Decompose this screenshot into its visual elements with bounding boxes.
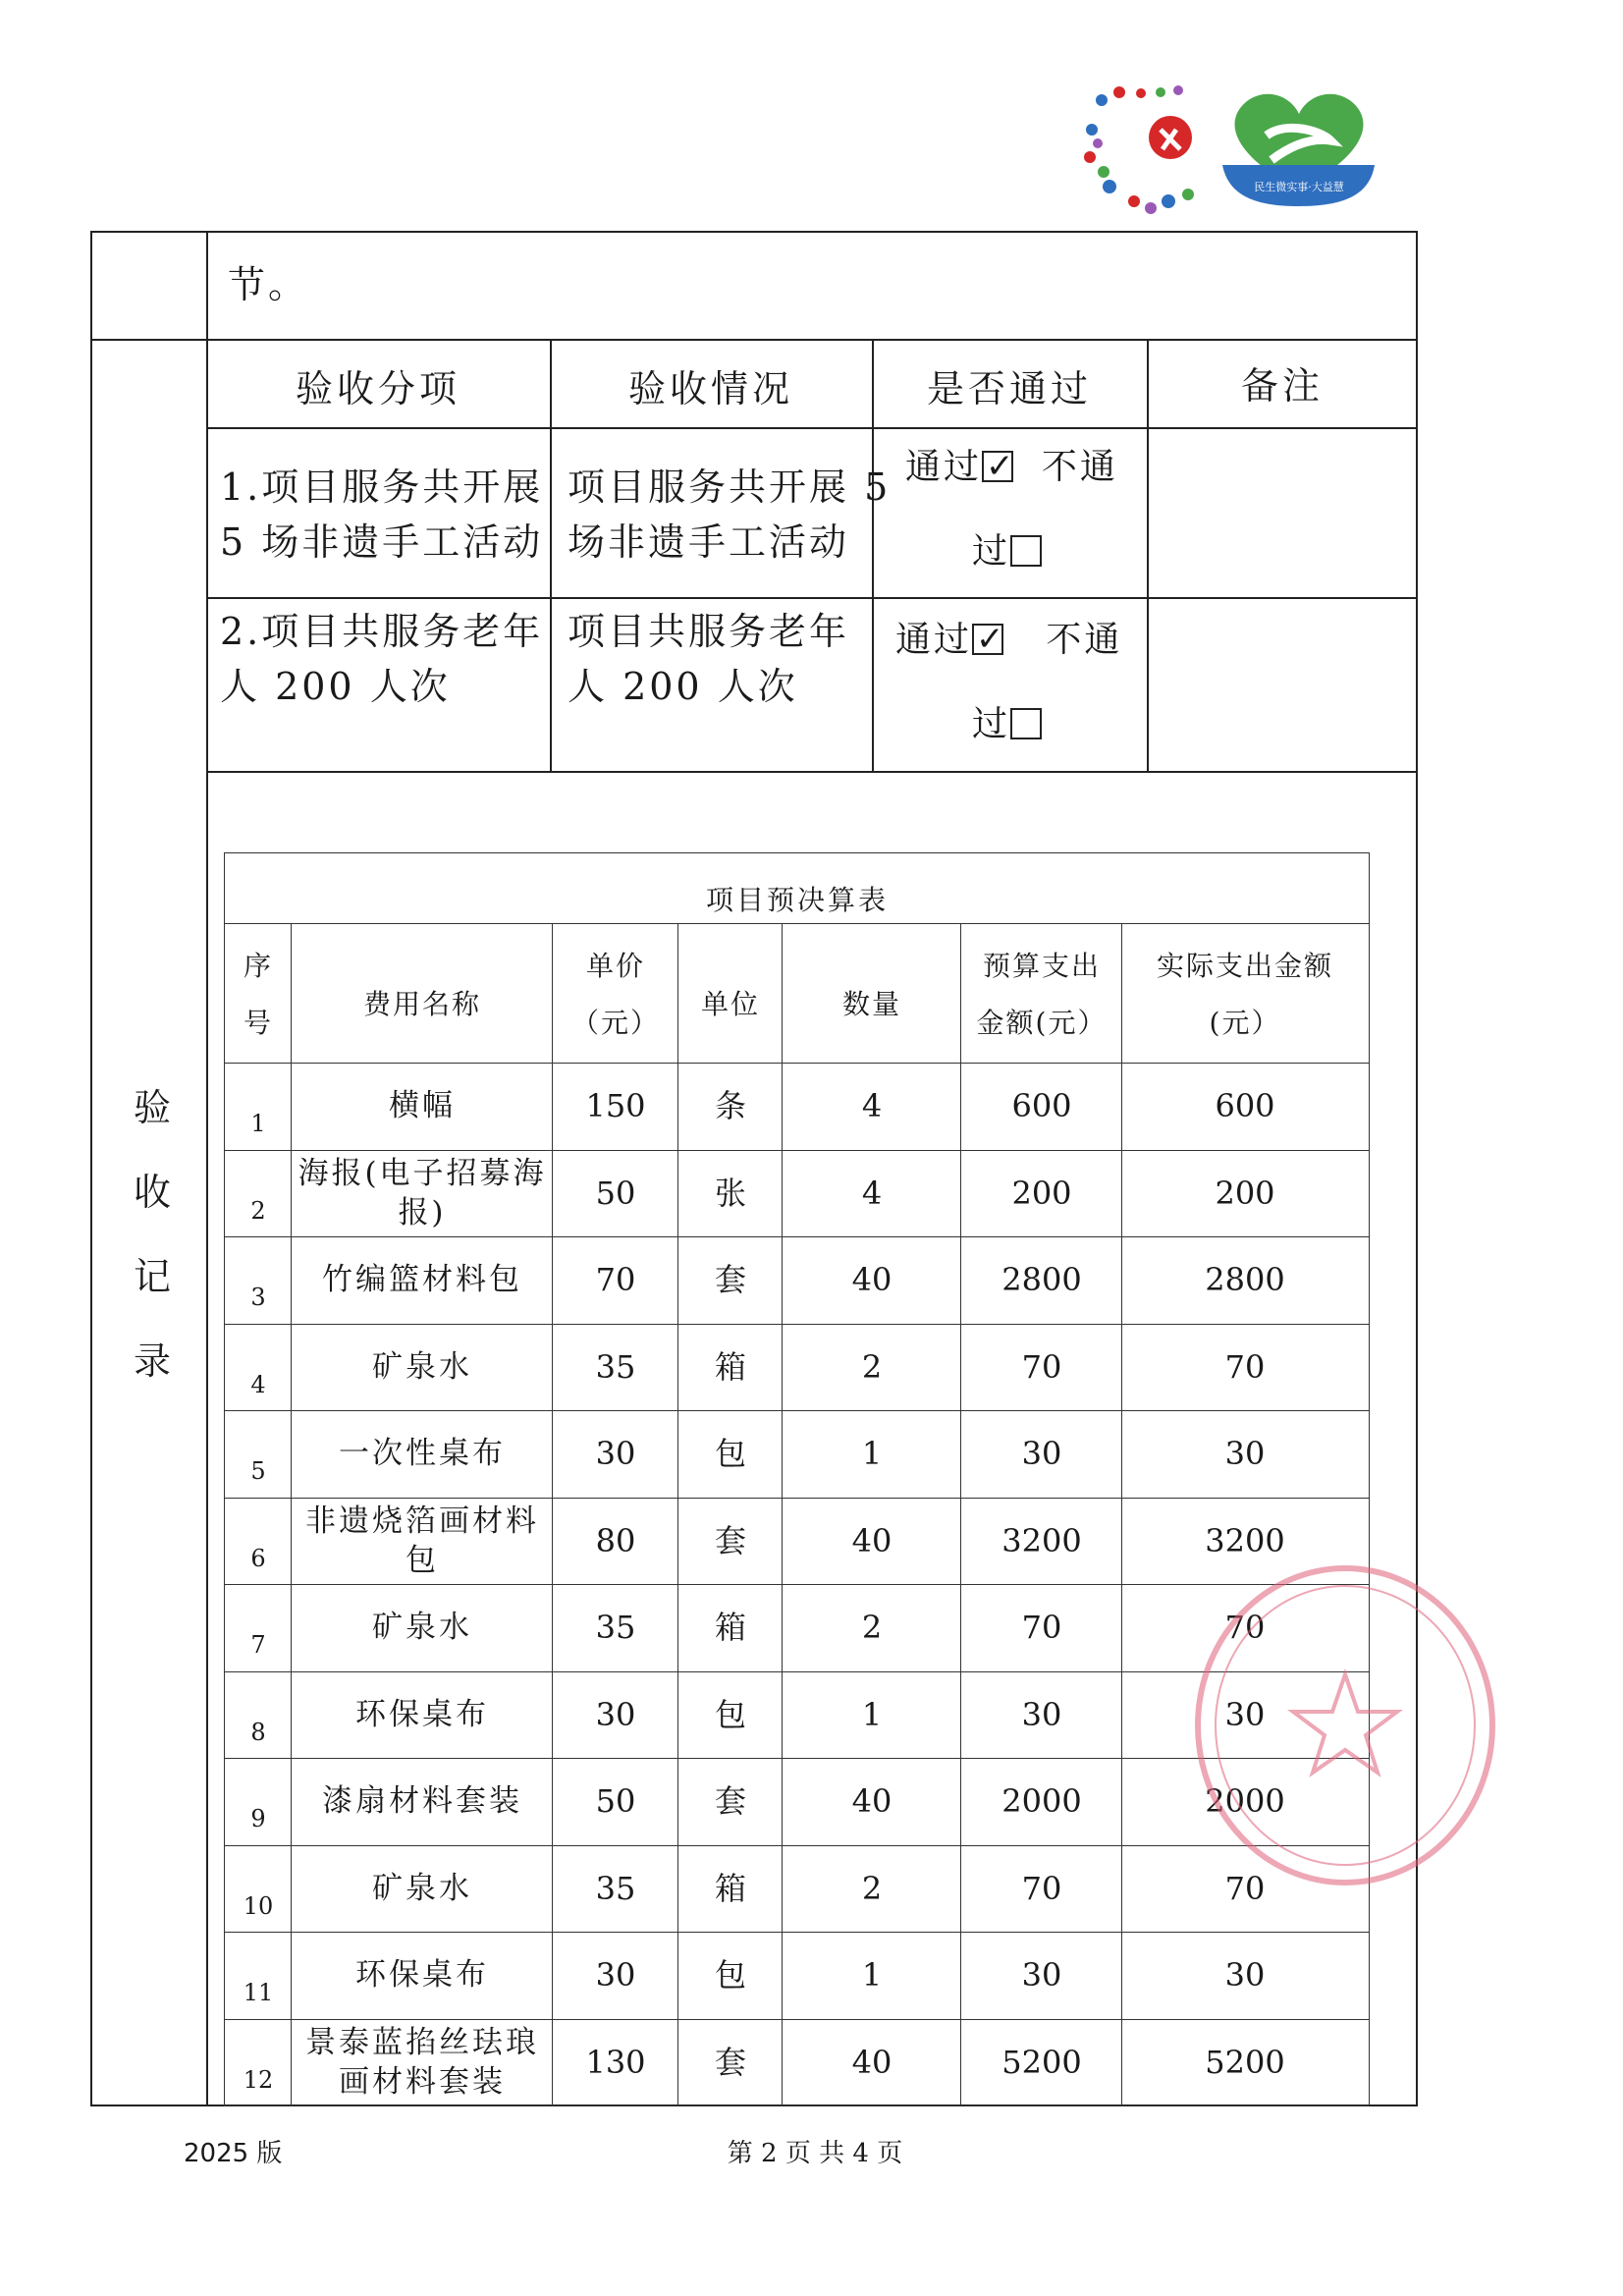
acceptance-row-1-item-line: 5 场非遗手工活动 — [220, 520, 544, 564]
side-label-char: 录 — [133, 1339, 171, 1383]
budget-cell-expense-name — [293, 1781, 552, 1821]
header-actual-amount-line: 实际支出金额 — [1156, 950, 1333, 982]
header-quantity: 数量 — [841, 988, 901, 1020]
budget-cell-quantity: 1 — [861, 1435, 883, 1472]
budget-cell-index: 4 — [250, 1370, 266, 1398]
budget-cell-expense-name-line: 竹编篮材料包 — [322, 1262, 522, 1298]
side-label-acceptance-record — [128, 1066, 177, 1403]
budget-cell-quantity: 2 — [861, 1869, 883, 1907]
checkmark-icon: ✓ — [986, 447, 1017, 486]
budget-cell-budget-amount: 2800 — [1001, 1261, 1082, 1298]
budget-cell-budget-amount: 30 — [1021, 1695, 1062, 1733]
budget-cell-unit: 套 — [714, 1261, 746, 1298]
header-actual-amount — [1123, 938, 1367, 1052]
acceptance-row-2-item-line: 2.项目共服务老年 — [220, 610, 544, 653]
budget-cell-quantity: 4 — [861, 1087, 883, 1124]
budget-cell-expense-name — [293, 1869, 552, 1908]
budget-cell-unit-price: 30 — [595, 1956, 636, 1994]
official-seal-stamp — [1183, 1557, 1507, 1895]
budget-cell-actual-amount: 2000 — [1205, 1782, 1285, 1820]
budget-cell-expense-name-line: 一次性桌布 — [339, 1436, 506, 1472]
budget-cell-budget-amount: 30 — [1021, 1435, 1062, 1472]
budget-cell-unit-price: 80 — [595, 1521, 636, 1559]
budget-cell-index: 7 — [250, 1631, 266, 1659]
budget-cell-unit-price: 50 — [595, 1782, 636, 1820]
side-label-char: 收 — [133, 1171, 171, 1214]
budget-cell-budget-amount: 5200 — [1001, 2043, 1082, 2081]
budget-cell-quantity: 1 — [861, 1695, 883, 1733]
budget-cell-expense-name-line: 矿泉水 — [372, 1610, 472, 1646]
budget-cell-expense-name-line: 漆扇材料套装 — [322, 1783, 522, 1820]
budget-cell-actual-amount: 3200 — [1205, 1521, 1285, 1559]
header-budget-amount-line: 金额(元） — [976, 1007, 1108, 1039]
budget-cell-expense-name — [293, 1154, 552, 1232]
budget-cell-quantity: 40 — [851, 1782, 893, 1820]
acceptance-row-2-situation — [568, 604, 849, 714]
budget-cell-index: 9 — [250, 1805, 266, 1832]
budget-cell-expense-name-line: 矿泉水 — [372, 1870, 472, 1906]
acceptance-row-2-item-line: 人 200 人次 — [220, 665, 451, 708]
budget-cell-actual-amount: 2800 — [1205, 1261, 1285, 1298]
budget-cell-expense-name — [293, 1695, 552, 1734]
budget-cell-unit: 箱 — [714, 1869, 746, 1907]
acceptance-row-2-situation-line: 人 200 人次 — [568, 665, 798, 708]
budget-cell-unit-price: 30 — [595, 1435, 636, 1472]
budget-cell-expense-name-line: 画材料套装 — [339, 2063, 506, 2100]
heart-bowl-logo — [1213, 86, 1384, 209]
heart-logo-caption: 民生微实事·大益慧 — [1254, 181, 1344, 193]
budget-cell-expense-name — [293, 1608, 552, 1647]
header-expense-name: 费用名称 — [362, 988, 481, 1020]
header-unit-price — [554, 938, 677, 1052]
budget-cell-index: 3 — [250, 1284, 266, 1311]
pass-label: 通过 — [895, 620, 973, 660]
budget-cell-expense-name — [293, 1502, 552, 1580]
budget-cell-index: 6 — [250, 1544, 266, 1572]
footer-page-number: 第 2 页 共 4 页 — [727, 2139, 903, 2168]
acceptance-row-1-item — [220, 460, 543, 570]
budget-cell-unit-price: 130 — [585, 2043, 646, 2081]
budget-cell-unit: 套 — [714, 1782, 746, 1820]
acceptance-row-1-situation — [568, 460, 891, 570]
budget-cell-unit: 包 — [714, 1435, 746, 1472]
budget-cell-unit-price: 70 — [595, 1261, 636, 1298]
fail-label: 不通 — [1041, 447, 1118, 487]
checkmark-icon: ✓ — [976, 620, 1007, 659]
budget-cell-expense-name-line: 环保桌布 — [355, 1696, 489, 1732]
acceptance-row-2-item — [220, 604, 543, 714]
budget-cell-budget-amount: 30 — [1021, 1956, 1062, 1994]
budget-cell-actual-amount: 30 — [1224, 1435, 1266, 1472]
pass-label: 通过 — [905, 447, 983, 487]
budget-cell-expense-name-line: 海报(电子招募海 — [298, 1155, 547, 1191]
budget-cell-budget-amount: 70 — [1021, 1347, 1062, 1386]
budget-cell-quantity: 40 — [851, 1261, 893, 1298]
header-acceptance-item: 验收分项 — [295, 367, 460, 410]
budget-cell-index: 8 — [250, 1718, 266, 1746]
party-ribbon-logo — [1080, 79, 1208, 216]
footer-version: 2025 版 — [184, 2139, 283, 2168]
header-acceptance-situation: 验收情况 — [627, 367, 793, 410]
pass-checkbox-checked[interactable] — [982, 447, 1017, 486]
budget-cell-budget-amount: 200 — [1011, 1174, 1072, 1212]
budget-cell-actual-amount: 30 — [1224, 1956, 1266, 1994]
budget-cell-actual-amount: 70 — [1224, 1609, 1266, 1646]
budget-cell-unit-price: 35 — [595, 1609, 636, 1646]
pass-checkbox-checked[interactable] — [972, 620, 1007, 659]
budget-cell-budget-amount: 70 — [1021, 1609, 1062, 1646]
budget-cell-expense-name — [293, 1086, 552, 1125]
budget-cell-index: 2 — [250, 1196, 266, 1225]
budget-cell-unit: 套 — [714, 1521, 746, 1559]
budget-cell-quantity: 1 — [861, 1956, 883, 1994]
budget-cell-quantity: 40 — [851, 1521, 893, 1559]
fail-label-cont: 过 — [972, 704, 1011, 744]
budget-cell-unit-price: 35 — [595, 1347, 636, 1386]
budget-cell-unit: 箱 — [714, 1347, 746, 1386]
budget-cell-budget-amount: 3200 — [1001, 1521, 1082, 1559]
acceptance-row-1-situation-line: 场非遗手工活动 — [568, 520, 850, 564]
budget-cell-unit-price: 35 — [595, 1869, 636, 1907]
budget-cell-budget-amount: 2000 — [1001, 1782, 1082, 1820]
budget-cell-expense-name — [293, 1260, 552, 1299]
side-label-char: 验 — [133, 1086, 171, 1129]
top-section-text: 节。 — [228, 263, 309, 306]
budget-cell-unit-price: 30 — [595, 1695, 636, 1733]
budget-cell-expense-name — [293, 1434, 552, 1473]
budget-cell-expense-name-line: 景泰蓝掐丝珐琅 — [305, 2024, 539, 2060]
budget-cell-unit: 套 — [714, 2043, 746, 2081]
fail-checkbox-unchecked[interactable] — [1010, 535, 1042, 567]
budget-cell-budget-amount: 600 — [1011, 1087, 1072, 1124]
header-unit: 单位 — [700, 988, 760, 1020]
budget-cell-index: 1 — [250, 1110, 266, 1137]
budget-cell-expense-name-line: 非遗烧箔画材料 — [305, 1503, 539, 1539]
budget-cell-expense-name-line: 环保桌布 — [355, 1957, 489, 1994]
budget-cell-quantity: 40 — [851, 2043, 893, 2081]
budget-cell-unit-price: 50 — [595, 1174, 636, 1212]
budget-table-title: 项目预决算表 — [705, 884, 889, 916]
acceptance-row-1-fail — [972, 524, 1042, 579]
acceptance-row-1-situation-line: 项目服务共开展 5 — [568, 465, 892, 509]
budget-cell-unit-price: 150 — [585, 1087, 646, 1124]
budget-cell-actual-amount: 600 — [1215, 1087, 1275, 1124]
budget-cell-unit: 包 — [714, 1956, 746, 1994]
acceptance-row-2-fail — [972, 697, 1042, 752]
budget-cell-index: 12 — [243, 2065, 274, 2094]
header-budget-amount — [962, 938, 1121, 1052]
budget-cell-index: 11 — [243, 1979, 274, 2006]
budget-cell-actual-amount: 70 — [1224, 1869, 1266, 1907]
fail-label: 不通 — [1046, 620, 1123, 660]
budget-cell-budget-amount: 70 — [1021, 1869, 1062, 1907]
budget-cell-actual-amount: 5200 — [1205, 2043, 1285, 2081]
header-index-line: 号 — [243, 1007, 273, 1039]
header-budget-amount-line: 预算支出 — [982, 950, 1101, 982]
fail-checkbox-unchecked[interactable] — [1010, 708, 1042, 739]
budget-cell-actual-amount: 70 — [1224, 1347, 1266, 1386]
side-label-char: 记 — [133, 1255, 171, 1298]
header-index — [226, 938, 291, 1052]
header-unit-price-line: （元） — [570, 1007, 660, 1039]
budget-cell-unit: 条 — [714, 1087, 746, 1124]
budget-cell-expense-name — [293, 1955, 552, 1995]
fail-label-cont: 过 — [972, 531, 1011, 572]
budget-cell-expense-name-line: 报) — [398, 1194, 447, 1230]
header-remarks: 备注 — [1240, 364, 1324, 408]
budget-cell-expense-name-line: 横幅 — [389, 1088, 456, 1124]
budget-cell-quantity: 4 — [861, 1174, 883, 1212]
budget-cell-quantity: 2 — [861, 1347, 883, 1386]
budget-cell-actual-amount: 30 — [1224, 1695, 1266, 1733]
header-pass-status: 是否通过 — [926, 367, 1092, 410]
acceptance-row-1-pass — [905, 440, 1118, 495]
header-actual-amount-line: (元） — [1209, 1007, 1281, 1039]
budget-cell-expense-name — [293, 1347, 552, 1387]
budget-cell-actual-amount: 200 — [1215, 1174, 1275, 1212]
budget-cell-unit: 箱 — [714, 1609, 746, 1646]
budget-cell-expense-name-line: 矿泉水 — [372, 1348, 472, 1385]
budget-cell-expense-name-line: 包 — [406, 1542, 439, 1578]
budget-cell-index: 10 — [243, 1891, 274, 1920]
budget-cell-quantity: 2 — [861, 1609, 883, 1646]
acceptance-row-2-pass — [895, 613, 1122, 668]
budget-cell-index: 5 — [250, 1457, 266, 1485]
budget-cell-unit: 张 — [714, 1174, 746, 1212]
acceptance-row-2-situation-line: 项目共服务老年 — [568, 610, 850, 653]
header-index-line: 序 — [243, 950, 273, 982]
header-unit-price-line: 单价 — [585, 950, 645, 982]
acceptance-row-1-item-line: 1.项目服务共开展 — [220, 465, 544, 509]
budget-cell-expense-name — [293, 2023, 552, 2102]
budget-cell-unit: 包 — [714, 1695, 746, 1733]
